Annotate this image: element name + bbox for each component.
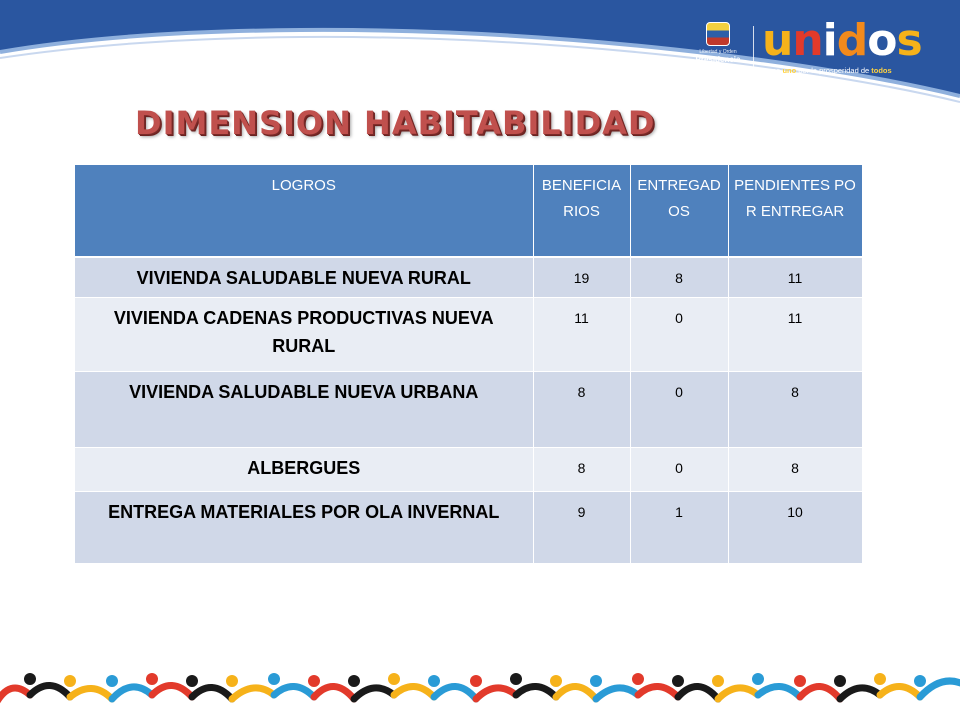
table-row: [75, 491, 862, 563]
header-entregados: ENTREGADOS: [630, 165, 728, 257]
presidencia-subtitle: República de Colombia: [692, 65, 744, 71]
unidos-logo: [762, 15, 922, 88]
row-entregados: 0: [630, 447, 728, 491]
row-entregados: 0: [630, 371, 728, 447]
header-logros: LOGROS: [75, 165, 533, 257]
unidos-wordmark: unidos: [762, 15, 922, 66]
row-entregados: 8: [630, 257, 728, 297]
presidencia-logo: [688, 22, 748, 84]
header-beneficiarios: BENEFICIARIOS: [533, 165, 630, 257]
table-row: [75, 371, 862, 447]
row-entregados: 1: [630, 491, 728, 563]
presidencia-motto: Libertad y Orden: [699, 49, 737, 55]
row-beneficiarios: 19: [533, 257, 630, 297]
slide-title: DIMENSION HABITABILIDAD: [135, 104, 656, 142]
row-beneficiarios: 11: [533, 297, 630, 371]
table-row: [75, 297, 862, 371]
row-beneficiarios: 9: [533, 491, 630, 563]
presidencia-name: Presidencia: [695, 55, 741, 64]
row-logro: VIVIENDA CADENAS PRODUCTIVAS NUEVA RURAL: [75, 297, 533, 371]
row-logro: VIVIENDA SALUDABLE NUEVA RURAL: [75, 257, 533, 297]
footer-people-decoration: [0, 655, 960, 720]
row-logro: ALBERGUES: [75, 447, 533, 491]
table-header-row: [75, 165, 862, 257]
table-row: [75, 447, 862, 491]
habitabilidad-table: [75, 165, 863, 564]
row-beneficiarios: 8: [533, 371, 630, 447]
unidos-tagline: como uno por la prosperidad de todos: [762, 66, 892, 75]
table-row: [75, 257, 862, 297]
row-logro: ENTREGA MATERIALES POR OLA INVERNAL: [75, 491, 533, 563]
row-logro: VIVIENDA SALUDABLE NUEVA URBANA: [75, 371, 533, 447]
header-pendientes: PENDIENTES POR ENTREGAR: [728, 165, 862, 257]
coat-of-arms-icon: [706, 22, 730, 46]
row-pendientes: 8: [728, 447, 862, 491]
row-pendientes: 11: [728, 257, 862, 297]
row-entregados: 0: [630, 297, 728, 371]
row-beneficiarios: 8: [533, 447, 630, 491]
people-chain-illustration: [0, 655, 960, 720]
row-pendientes: 11: [728, 297, 862, 371]
row-pendientes: 10: [728, 491, 862, 563]
logo-divider: [753, 26, 754, 76]
row-pendientes: 8: [728, 371, 862, 447]
